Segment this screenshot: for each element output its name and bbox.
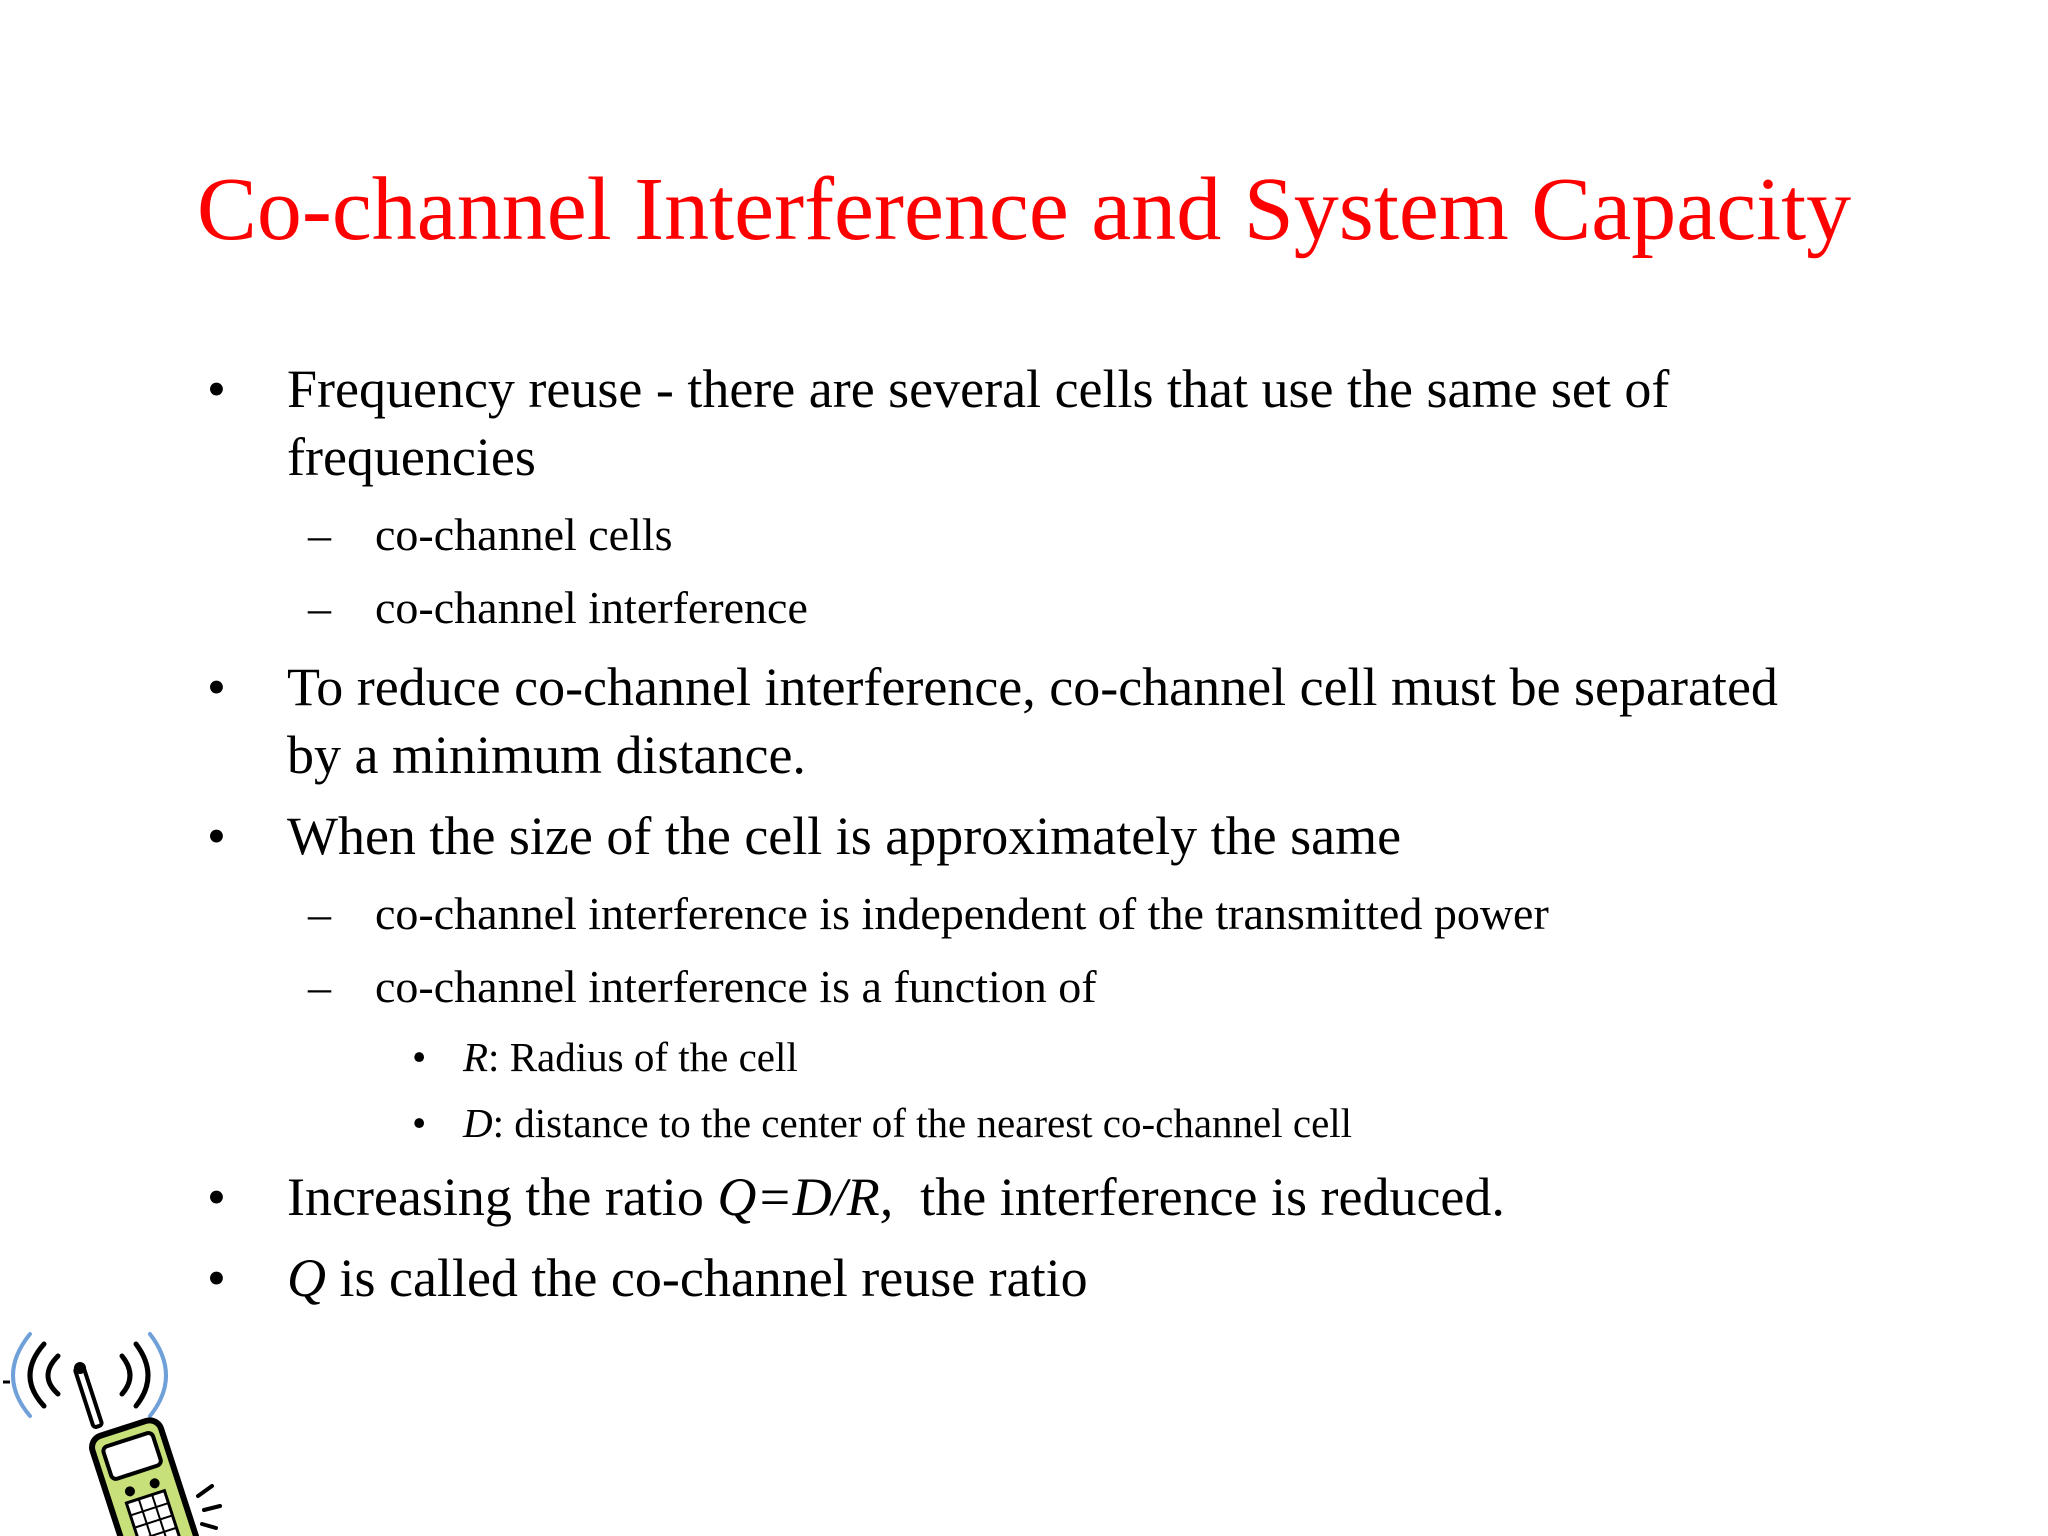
sub-sub-item-radius: [463, 1031, 798, 1083]
bullet-4-post: the interference is reduced.: [893, 1167, 1505, 1227]
bullet-5-text: is called the co-channel reuse ratio: [326, 1248, 1088, 1308]
bullet-marker: •: [207, 1167, 226, 1227]
dash-marker: –: [308, 888, 331, 939]
bullet-marker: •: [207, 1248, 226, 1308]
bullet-2-line-2: by a minimum distance.: [287, 725, 806, 785]
sub-bullet-marker: •: [412, 1100, 427, 1146]
bullet-4: [287, 1164, 1505, 1230]
sub-item-independent-of-power: co-channel interference is independent of the transmitted power: [375, 888, 1549, 939]
bullet-1-line-1: Frequency reuse - there are several cells that use the same set of: [287, 359, 1670, 419]
variable-q: Q: [287, 1248, 326, 1308]
bullet-2-line-1: To reduce co-channel interference, co-channel cell must be separated: [287, 657, 1778, 717]
sub-sub-item-distance: [463, 1097, 1352, 1149]
bullet-marker: •: [207, 806, 226, 866]
bullet-marker: •: [207, 657, 226, 717]
distance-description: : distance to the center of the nearest co-channel cell: [492, 1100, 1353, 1146]
sub-item-function-of: co-channel interference is a function of: [375, 961, 1097, 1012]
radius-description: : Radius of the cell: [488, 1034, 798, 1080]
bullet-3-line-1: When the size of the cell is approximately the same: [287, 806, 1402, 866]
sub-item-co-channel-interference: co-channel interference: [375, 582, 808, 633]
variable-d: D: [463, 1100, 493, 1146]
bullet-5: [287, 1245, 1088, 1311]
bullet-marker: •: [207, 359, 226, 419]
sub-bullet-marker: •: [412, 1034, 427, 1080]
cellphone-signal-icon: [0, 1290, 240, 1536]
dash-marker: –: [308, 582, 331, 633]
variable-r: R: [463, 1034, 489, 1080]
formula-q-equals-d-over-r: Q=D/R,: [717, 1167, 894, 1227]
bullet-1-line-2: frequencies: [287, 427, 536, 487]
bullet-4-pre: Increasing the ratio: [287, 1167, 718, 1227]
sub-item-co-channel-cells: co-channel cells: [375, 509, 673, 560]
dash-marker: –: [308, 961, 331, 1012]
dash-marker: –: [308, 509, 331, 560]
slide-title: Co-channel Interference and System Capacity: [196, 160, 1852, 259]
